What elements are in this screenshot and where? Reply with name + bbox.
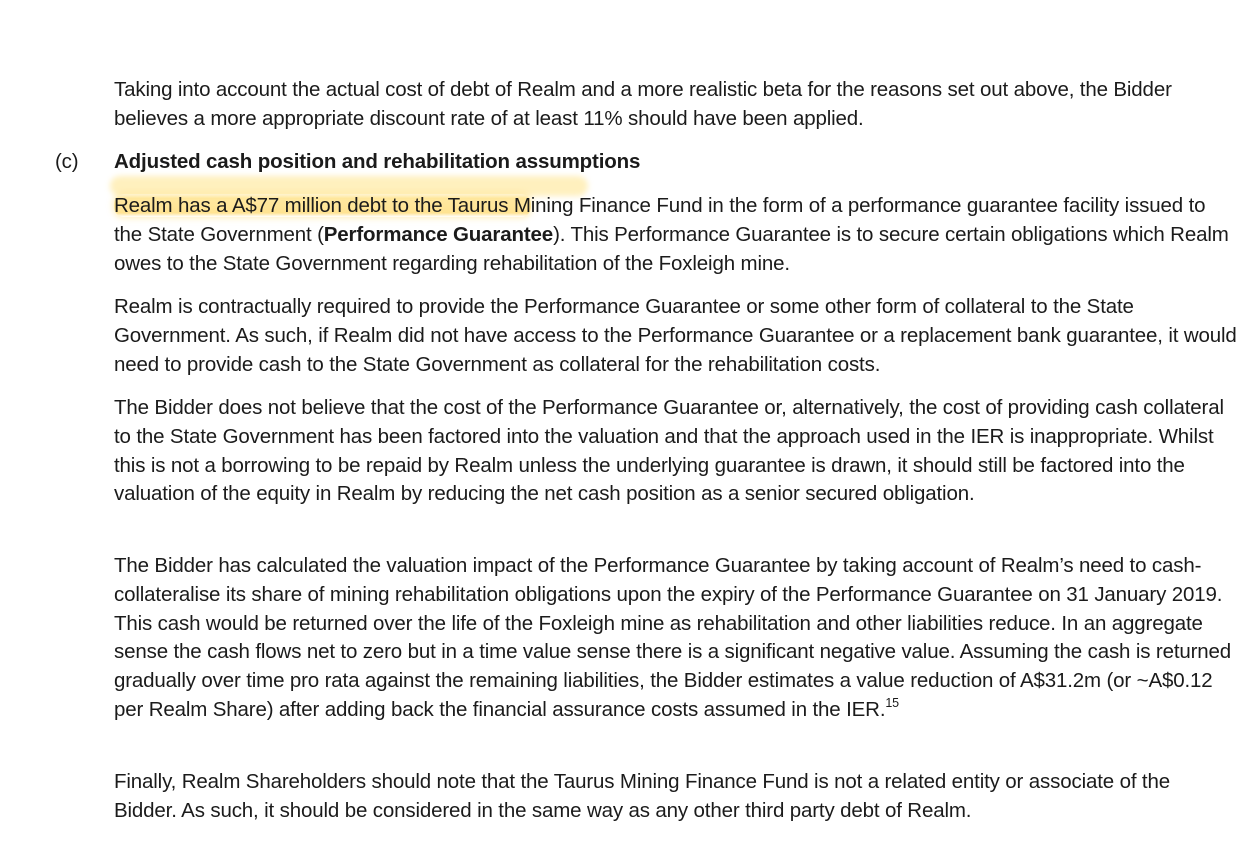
- paragraph-collateral-requirement: Realm is contractually required to provide the Performance Guarantee or some other form of collateral to the State Government. As such, if Realm did not have access to the Performance Guarantee or a replacement bank guarantee, it would need to provide cash to the State Government as collateral for the rehabilitation costs.: [114, 295, 1237, 376]
- highlighted-text: Realm has a A$77 million debt to the Taurus M: [114, 194, 531, 217]
- paragraph-text-part: ining Finance Fund in the form of a performance guarantee facility issued to the State Government (: [114, 194, 1206, 246]
- paragraph-valuation-impact: [114, 552, 1238, 725]
- paragraph-text-part: The Bidder has calculated the valuation impact of the Performance Guarantee by taking account of Realm’s need to cash-collateralise its share of mining rehabilitation obligations upon the expiry of the Performance Guarantee on 31 January 2019. This cash would be returned over the life of the Foxleigh mine as rehabilitation and other liabilities reduce. In an aggregate sense the cash flows net to zero but in a time value sense there is a significant negative value. Assuming the cash is returned gradually over time pro rata against the remaining liabilities, the Bidder estimates a value reduction of A$31.2m (or ~A$0.12 per Realm Share) after adding back the financial assurance costs assumed in the IER.: [114, 554, 1232, 721]
- footnote-reference[interactable]: 15: [885, 695, 899, 710]
- paragraph-performance-guarantee: [114, 192, 1238, 278]
- section-heading: Adjusted cash position and rehabilitation assumptions: [114, 150, 641, 173]
- defined-term: Performance Guarantee: [323, 222, 554, 246]
- paragraph-valuation-approach: The Bidder does not believe that the cost of the Performance Guarantee or, alternatively, the cost of providing cash collateral to the State Government has been factored into the valuation and that the approach used in the IER is inappropriate. Whilst this is not a borrowing to be repaid by Realm unless the underlying guarantee is drawn, it should still be factored into the valuation of the equity in Realm by reducing the net cash position as a senior secured obligation.: [114, 396, 1224, 506]
- paragraph-taurus-fund: Finally, Realm Shareholders should note that the Taurus Mining Finance Fund is not a related entity or associate of the Bidder. As such, it should be considered in the same way as any other third party debt of Realm.: [114, 770, 1170, 822]
- paragraph-text-part: ). This Performance Guarantee is to secure certain obligations which Realm owes to the State Government regarding rehabilitation of the Foxleigh mine.: [114, 222, 1229, 275]
- section-label: (c): [55, 150, 79, 173]
- paragraph-discount-rate: Taking into account the actual cost of debt of Realm and a more realistic beta for the reasons set out above, the Bidder believes a more appropriate discount rate of at least 11% should have been applied.: [114, 78, 1172, 130]
